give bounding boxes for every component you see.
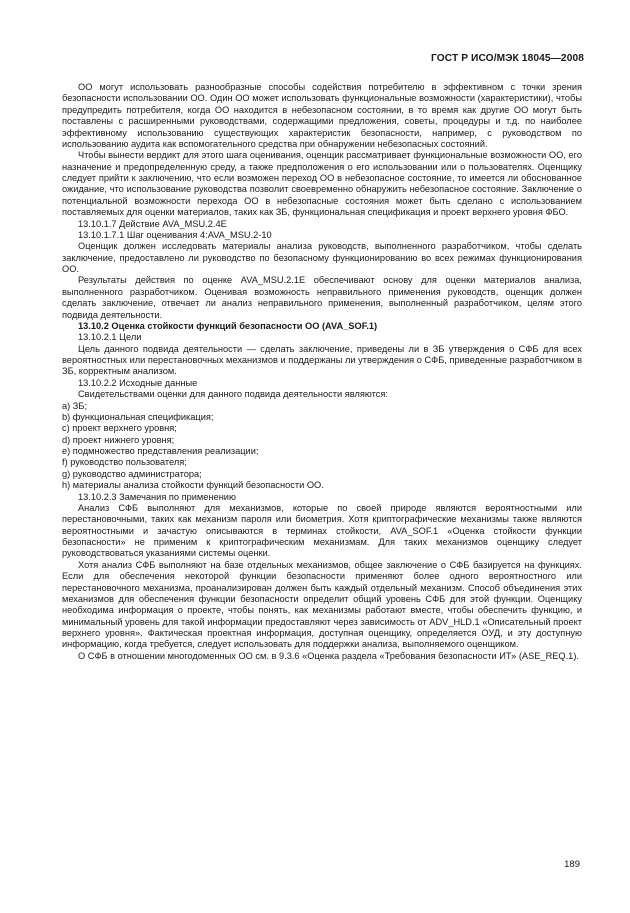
list-item: g) руководство администратора; — [62, 468, 202, 479]
list-item: c) проект верхнего уровня; — [62, 423, 177, 434]
list-item: b) функциональная спецификация; — [62, 411, 214, 422]
list-item: f) руководство пользователя; — [62, 457, 187, 468]
list-item: d) проект нижнего уровня; — [62, 434, 175, 445]
page-number: 189 — [564, 859, 580, 870]
paragraph: Результаты действия по оценке AVA_MSU.2.1E обеспечивают основу для оценки материалов анализа, выполненного разработчиком. Оценивая возможность неправильного применения руководств, оценщик должен сделать заключение, отвечает ли анализ неправильного применения, выполненный разработчиком, целям этого подвида деятельности. — [62, 275, 582, 320]
page-header: ГОСТ Р ИСО/МЭК 18045—2008 — [431, 53, 584, 64]
list-item: a) ЗБ; — [62, 400, 88, 411]
body-text — [62, 82, 582, 662]
section-heading: 13.10.2.2 Исходные данные — [78, 377, 198, 388]
paragraph: Хотя анализ СФБ выполняют на базе отдельных механизмов, общее заключение о СФБ базируется на функциях. Если для обеспечения некоторой функции безопасности применяют более одного вероятностного или перестановочного механизма, проанализирован должен быть каждый отдельный механизм. Способ объединения этих механизмов для обеспечения функции безопасности определит общий уровень СФБ для этой функции. Оценщику необходима информация о проекте, чтобы понять, как механизмы работают вместе, чтобы обеспечить функцию, и минимальный уровень для такой информации предоставляют через зависимость от ADV_HLD.1 «Описательный проект верхнего уровня». Фактическая проектная информация, доступная оценщику, определяется ОУД, и эту доступную информацию, когда требуется, следует использовать для поддержки анализа, выполняемого оценщиком. — [62, 559, 582, 650]
section-title: 13.10.2 Оценка стойкости функций безопасности ОО (AVA_SOF.1) — [78, 320, 378, 331]
paragraph: Оценщик должен исследовать материалы анализа руководств, выполненного разработчиком, чтобы сделать заключение, предоставлено ли руководство по безопасному функционированию во всех режимах функционирования ОО. — [62, 241, 582, 274]
section-heading: 13.10.2.3 Замечания по применению — [78, 491, 236, 502]
section-heading: 13.10.1.7.1 Шаг оценивания 4:AVA_MSU.2-10 — [78, 229, 272, 240]
list-item: e) подмножество представления реализации; — [62, 446, 259, 456]
section-heading: 13.10.2.1 Цели — [78, 332, 142, 343]
paragraph: Анализ СФБ выполняют для механизмов, которые по своей природе являются вероятностными или перестановочными, таких как механизм пароля или биометрия. Хотя криптографические механизмы также являются вероятностными и зачастую описываются в терминах стойкости, AVA_SOF.1 «Оценка стойкости функции безопасности» не применим к криптографическим механизмам. Для таких механизмов оценщику следует руководствоваться указаниями системы оценки. — [62, 502, 582, 559]
section-heading: 13.10.1.7 Действие AVA_MSU.2.4E — [78, 218, 227, 229]
paragraph: Цель данного подвида деятельности — сделать заключение, приведены ли в ЗБ утверждения о СФБ для всех вероятностных или перестановочных механизмов и поддержаны ли утверждения о СФБ, приведенные разработчиком в ЗБ, корректным анализом. — [62, 343, 582, 377]
paragraph: ОО могут использовать разнообразные способы содействия потребителю в эффективном с точки зрения безопасности использовании ОО. Один ОО может использовать функциональные возможности (характеристики), чтобы предупредить потребителя, когда ОО находится в небезопасном состоянии, в то время как другие ОО могут быть поставлены с расширенными руководствами, содержащими предложения, советы, процедуры и т.д. по наиболее эффективному использованию существующих характеристик безопасности, например, с руководством по использованию аудита как вспомогательного средства при обнаружении небезопасных состояний. — [62, 82, 582, 149]
paragraph: О СФБ в отношении многодоменных ОО см. в 9.3.6 «Оценка раздела «Требования безопасности ИТ» (ASE_REQ.1). — [78, 650, 579, 661]
paragraph: Свидетельствами оценки для данного подвида деятельности являются: — [78, 389, 388, 400]
paragraph: Чтобы вынести вердикт для этого шага оценивания, оценщик рассматривает функциональные возможности ОО, его назначение и предопределенную среду, а также предположения о его использовании или о пользователях. Оценщику следует прийти к заключению, что если возможен переход ОО в небезопасное состояние, то имеется ли обоснованное ожидание, что использование руководства позволит своевременно обнаружить небезопасное состояние. Заключение о потенциальной возможности перехода ОО в небезопасные состояния может быть сделано с использованием поставляемых для оценки материалов, таких как ЗБ, функциональная спецификация и проект верхнего уровня ФБО. — [62, 150, 582, 218]
list-item: h) материалы анализа стойкости функций безопасности ОО. — [62, 480, 324, 491]
